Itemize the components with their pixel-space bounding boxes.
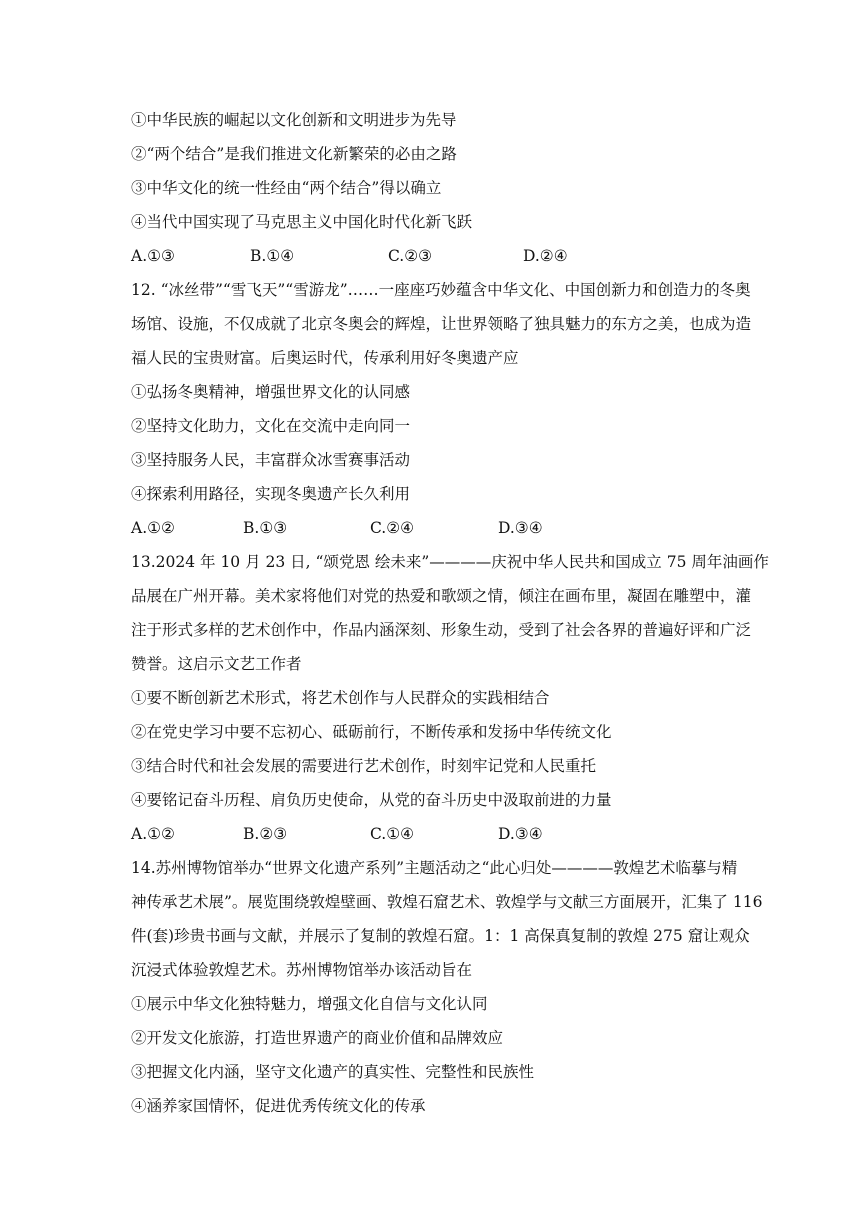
q14-stem-line-3: 件(套)珍贵书画与文献，并展示了复制的敦煌石窟。1：1 高保真复制的敦煌 275 窟让观众 (131, 927, 750, 945)
q14-statement-4: ④涵养家国情怀，促进优秀传统文化的传承 (131, 1097, 426, 1115)
q11-statement-2: ②“两个结合”是我们推进文化新繁荣的必由之路 (131, 145, 457, 163)
q13-stem-line-3: 注于形式多样的艺术创作中，作品内涵深刻、形象生动，受到了社会各界的普遍好评和广泛 (131, 621, 752, 639)
q12-statement-2: ②坚持文化助力，文化在交流中走向同一 (131, 417, 411, 435)
q13-option-a: A.①② (131, 825, 175, 843)
q13-stem-line-2: 品展在广州开幕。美术家将他们对党的热爱和歌颂之情，倾注在画布里，凝固在雕塑中，灌 (131, 587, 752, 605)
q11-statement-4: ④当代中国实现了马克思主义中国化时代化新飞跃 (131, 213, 473, 231)
q13-stem-line-4: 赞誉。这启示文艺工作者 (131, 655, 302, 673)
q12-stem-line-2: 场馆、设施，不仅成就了北京冬奥会的辉煌，让世界领略了独具魅力的东方之美，也成为造 (131, 315, 752, 333)
q11-statement-3: ③中华文化的统一性经由“两个结合”得以确立 (131, 179, 442, 197)
q11-statement-1: ①中华民族的崛起以文化创新和文明进步为先导 (131, 111, 457, 129)
q14-statement-2: ②开发文化旅游，打造世界遗产的商业价值和品牌效应 (131, 1029, 504, 1047)
q12-option-c: C.②④ (370, 519, 415, 537)
q13-option-d: D.③④ (498, 825, 543, 843)
q13-statement-2: ②在党史学习中要不忘初心、砥砺前行，不断传承和发扬中华传统文化 (131, 723, 612, 741)
q14-statement-3: ③把握文化内涵，坚守文化遗产的真实性、完整性和民族性 (131, 1063, 535, 1081)
q14-stem-line-1: 14.苏州博物馆举办“世界文化遗产系列”主题活动之“此心归处————敦煌艺术临摹与精 (131, 859, 738, 877)
q12-statement-3: ③坚持服务人民，丰富群众冰雪赛事活动 (131, 451, 411, 469)
q12-statement-1: ①弘扬冬奥精神，增强世界文化的认同感 (131, 383, 411, 401)
q14-stem-line-4: 沉浸式体验敦煌艺术。苏州博物馆举办该活动旨在 (131, 961, 473, 979)
q12-option-b: B.①③ (243, 519, 288, 537)
q11-option-d: D.②④ (523, 247, 568, 265)
q14-stem-line-2: 神传承艺术展”。展览围绕敦煌壁画、敦煌石窟艺术、敦煌学与文献三方面展开，汇集了 116 (131, 893, 763, 911)
q13-statement-1: ①要不断创新艺术形式，将艺术创作与人民群众的实践相结合 (131, 689, 550, 707)
q14-statement-1: ①展示中华文化独特魅力，增强文化自信与文化认同 (131, 995, 488, 1013)
q11-option-a: A.①③ (131, 247, 175, 265)
q11-option-c: C.②③ (388, 247, 433, 265)
q12-stem-line-3: 福人民的宝贵财富。后奥运时代，传承利用好冬奥遗产应 (131, 349, 519, 367)
q11-option-b: B.①④ (250, 247, 295, 265)
q13-option-b: B.②③ (243, 825, 288, 843)
q13-statement-4: ④要铭记奋斗历程、肩负历史使命，从党的奋斗历史中汲取前进的力量 (131, 791, 612, 809)
q12-option-a: A.①② (131, 519, 175, 537)
q12-stem-line-1: 12. “冰丝带”“雪飞天”“雪游龙”……一座座巧妙蕴含中华文化、中国创新力和创造力的冬奥 (131, 281, 751, 299)
q13-stem-line-1: 13.2024 年 10 月 23 日, “颂党恩 绘未来”————庆祝中华人民共和国成立 75 周年油画作 (131, 553, 769, 571)
q13-option-c: C.①④ (370, 825, 415, 843)
q12-statement-4: ④探索利用路径，实现冬奥遗产长久利用 (131, 485, 411, 503)
q13-statement-3: ③结合时代和社会发展的需要进行艺术创作，时刻牢记党和人民重托 (131, 757, 597, 775)
q12-option-d: D.③④ (498, 519, 543, 537)
